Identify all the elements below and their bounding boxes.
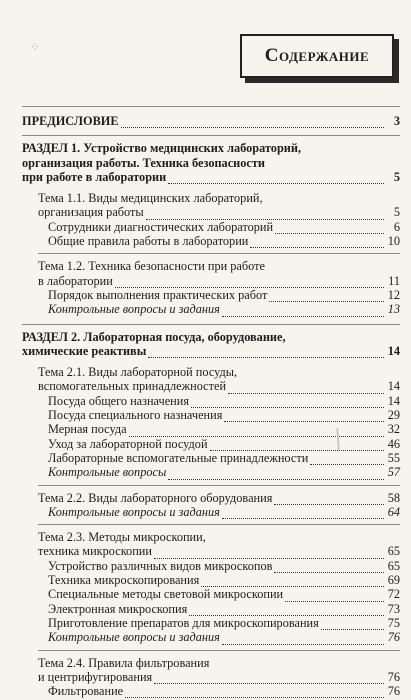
toc-page-number: 72 (387, 587, 400, 602)
table-of-contents (22, 106, 400, 698)
subitem-label: Уход за лабораторной посудой (48, 436, 208, 451)
subitem-label: Контрольные вопросы и задания (48, 630, 220, 645)
toc-page-number: 58 (387, 490, 400, 505)
toc-entry-section-1[interactable] (22, 170, 400, 184)
topic-2-4 (38, 656, 400, 685)
toc-page-number: 73 (387, 601, 400, 616)
leader-dots (148, 347, 384, 358)
toc-page-number: 55 (387, 450, 400, 465)
leader-dots (121, 117, 384, 128)
toc-entry-subitem[interactable] (48, 573, 400, 587)
toc-entry-subitem[interactable] (48, 630, 400, 644)
toc-entry-topic-1-2[interactable] (38, 274, 400, 288)
subitem-label: Техника микроскопирования (48, 573, 200, 588)
topic-1-2 (38, 259, 400, 288)
topic-title-line (38, 365, 400, 379)
toc-page-number: 14 (387, 379, 400, 394)
topic-title-line (38, 656, 400, 670)
toc-entry-subitem[interactable] (48, 288, 400, 302)
toc-page-number: 64 (387, 504, 400, 519)
leader-dots (274, 494, 384, 505)
toc-page-number: 14 (387, 393, 400, 408)
leader-dots (222, 508, 384, 519)
leader-dots (250, 237, 384, 248)
topic-label: в лаборатории (38, 273, 113, 288)
topic-label: вспомогательных принадлежностей (38, 379, 227, 394)
subitem-label: Контрольные вопросы и задания (48, 504, 220, 519)
toc-page-number: 10 (387, 234, 400, 249)
toc-entry-subitem[interactable] (48, 220, 400, 234)
section-1-title-line: РАЗДЕЛ 1. Устройство медицинских лабораторий, (22, 141, 302, 156)
topic-2-2 (38, 491, 400, 505)
topic-title-line (38, 191, 400, 205)
toc-page-number: 5 (393, 169, 400, 184)
toc-page-number: 32 (387, 422, 400, 437)
page-title: Содержание (264, 45, 370, 66)
toc-page-number: 13 (387, 302, 400, 317)
topic-2-3 (38, 530, 400, 559)
toc-entry-subitem[interactable] (48, 602, 400, 616)
toc-page-number: 76 (387, 684, 400, 699)
toc-entry-preface[interactable] (22, 114, 400, 128)
leader-dots (191, 397, 384, 408)
subitem-label: Мерная посуда (48, 422, 127, 437)
toc-entry-topic-1-1[interactable] (38, 205, 400, 219)
leader-dots (269, 291, 384, 302)
section-2-title-line: РАЗДЕЛ 2. Лабораторная посуда, оборудование, (22, 329, 286, 344)
toc-entry-label: ПРЕДИСЛОВИЕ (22, 114, 119, 128)
leader-dots (168, 469, 384, 480)
leader-dots (224, 411, 384, 422)
toc-entry-section-2[interactable] (22, 344, 400, 358)
toc-page-number: 11 (388, 273, 400, 288)
leader-dots (115, 277, 384, 288)
toc-page-number: 57 (387, 465, 400, 480)
leader-dots (154, 673, 384, 684)
topic-label: Тема 2.2. Виды лабораторного оборудования (38, 490, 273, 505)
toc-entry-subitem[interactable] (48, 302, 400, 316)
topic-1-1 (38, 191, 400, 220)
leader-dots (321, 619, 384, 630)
toc-page-number: 69 (387, 573, 400, 588)
toc-page-number: 75 (387, 615, 400, 630)
topic-label: Тема 1.2. Техника безопасности при работе (38, 259, 265, 274)
leader-dots (222, 634, 384, 645)
topic-2-1 (38, 365, 400, 394)
subitem-label: Посуда специального назначения (48, 408, 223, 423)
subitem-label: Электронная микроскопия (48, 601, 188, 616)
toc-entry-subitem[interactable] (48, 465, 400, 479)
section-1-title-line: организация работы. Техника безопасности (22, 155, 265, 170)
toc-entry-subitem[interactable] (48, 587, 400, 601)
leader-dots (125, 687, 384, 698)
leader-dots (154, 548, 384, 559)
leader-dots (222, 306, 384, 317)
leader-dots (201, 576, 384, 587)
leader-dots (189, 605, 384, 616)
pencil-mark: ⁄ (328, 427, 350, 455)
subitem-label: Контрольные вопросы (48, 465, 167, 480)
topic-label: организация работы (38, 205, 144, 220)
toc-entry-subitem[interactable] (48, 234, 400, 248)
subitem-label: Порядок выполнения практических работ (48, 287, 268, 302)
toc-entry-label: химические реактивы (22, 343, 147, 358)
toc-entry-subitem[interactable] (48, 394, 400, 408)
subitem-label: Сотрудники диагностических лабораторий (48, 219, 274, 234)
subitem-label: Приготовление препаратов для микроскопирования (48, 615, 319, 630)
toc-page-number: 14 (387, 343, 400, 358)
toc-page-number: 6 (393, 219, 400, 234)
leader-dots (274, 562, 384, 573)
toc-entry-topic-2-4[interactable] (38, 670, 400, 684)
leader-dots (228, 383, 384, 394)
toc-entry-topic-2-2[interactable] (38, 491, 400, 505)
toc-entry-subitem[interactable] (48, 505, 400, 519)
toc-page-number: 46 (387, 436, 400, 451)
toc-page-number: 12 (387, 287, 400, 302)
subitem-label: Фильтрование (48, 684, 124, 699)
subitem-label: Контрольные вопросы и задания (48, 302, 220, 317)
subitem-label: Общие правила работы в лаборатории (48, 234, 249, 249)
topic-label: и центрифугирования (38, 669, 153, 684)
toc-page-number: 65 (387, 558, 400, 573)
toc-page-number: 76 (387, 669, 400, 684)
subitem-label: Посуда общего назначения (48, 393, 189, 408)
leader-dots (168, 173, 384, 184)
subitem-label: Лабораторные вспомогательные принадлежности (48, 450, 309, 465)
subitem-label: Устройство различных видов микроскопов (48, 558, 273, 573)
leader-dots (275, 223, 384, 234)
toc-page-number: 29 (387, 408, 400, 423)
topic-title-line (38, 259, 400, 273)
topic-label: Тема 2.1. Виды лабораторной посуды, (38, 365, 238, 380)
toc-entry-topic-2-1[interactable] (38, 379, 400, 393)
toc-entry-subitem[interactable] (48, 616, 400, 630)
topic-label: Тема 2.3. Методы микроскопии, (38, 530, 206, 545)
toc-entry-subitem[interactable] (48, 559, 400, 573)
topic-label: Тема 2.4. Правила фильтрования (38, 655, 210, 670)
toc-entry-label: при работе в лаборатории (22, 169, 167, 184)
contents-title-box (240, 34, 394, 78)
topic-label: техника микроскопии (38, 544, 152, 559)
topic-title-line (38, 530, 400, 544)
toc-page-number: 3 (393, 114, 400, 128)
page-stain: ⁘ (30, 40, 41, 54)
topic-label: Тема 1.1. Виды медицинских лабораторий, (38, 191, 263, 206)
toc-entry-subitem[interactable] (48, 684, 400, 698)
toc-page-number: 76 (387, 630, 400, 645)
toc-entry-topic-2-3[interactable] (38, 544, 400, 558)
leader-dots (146, 209, 384, 220)
leader-dots (285, 591, 384, 602)
toc-page-number: 5 (393, 205, 400, 220)
subitem-label: Специальные методы световой микроскопии (48, 587, 284, 602)
toc-page-number: 65 (387, 544, 400, 559)
